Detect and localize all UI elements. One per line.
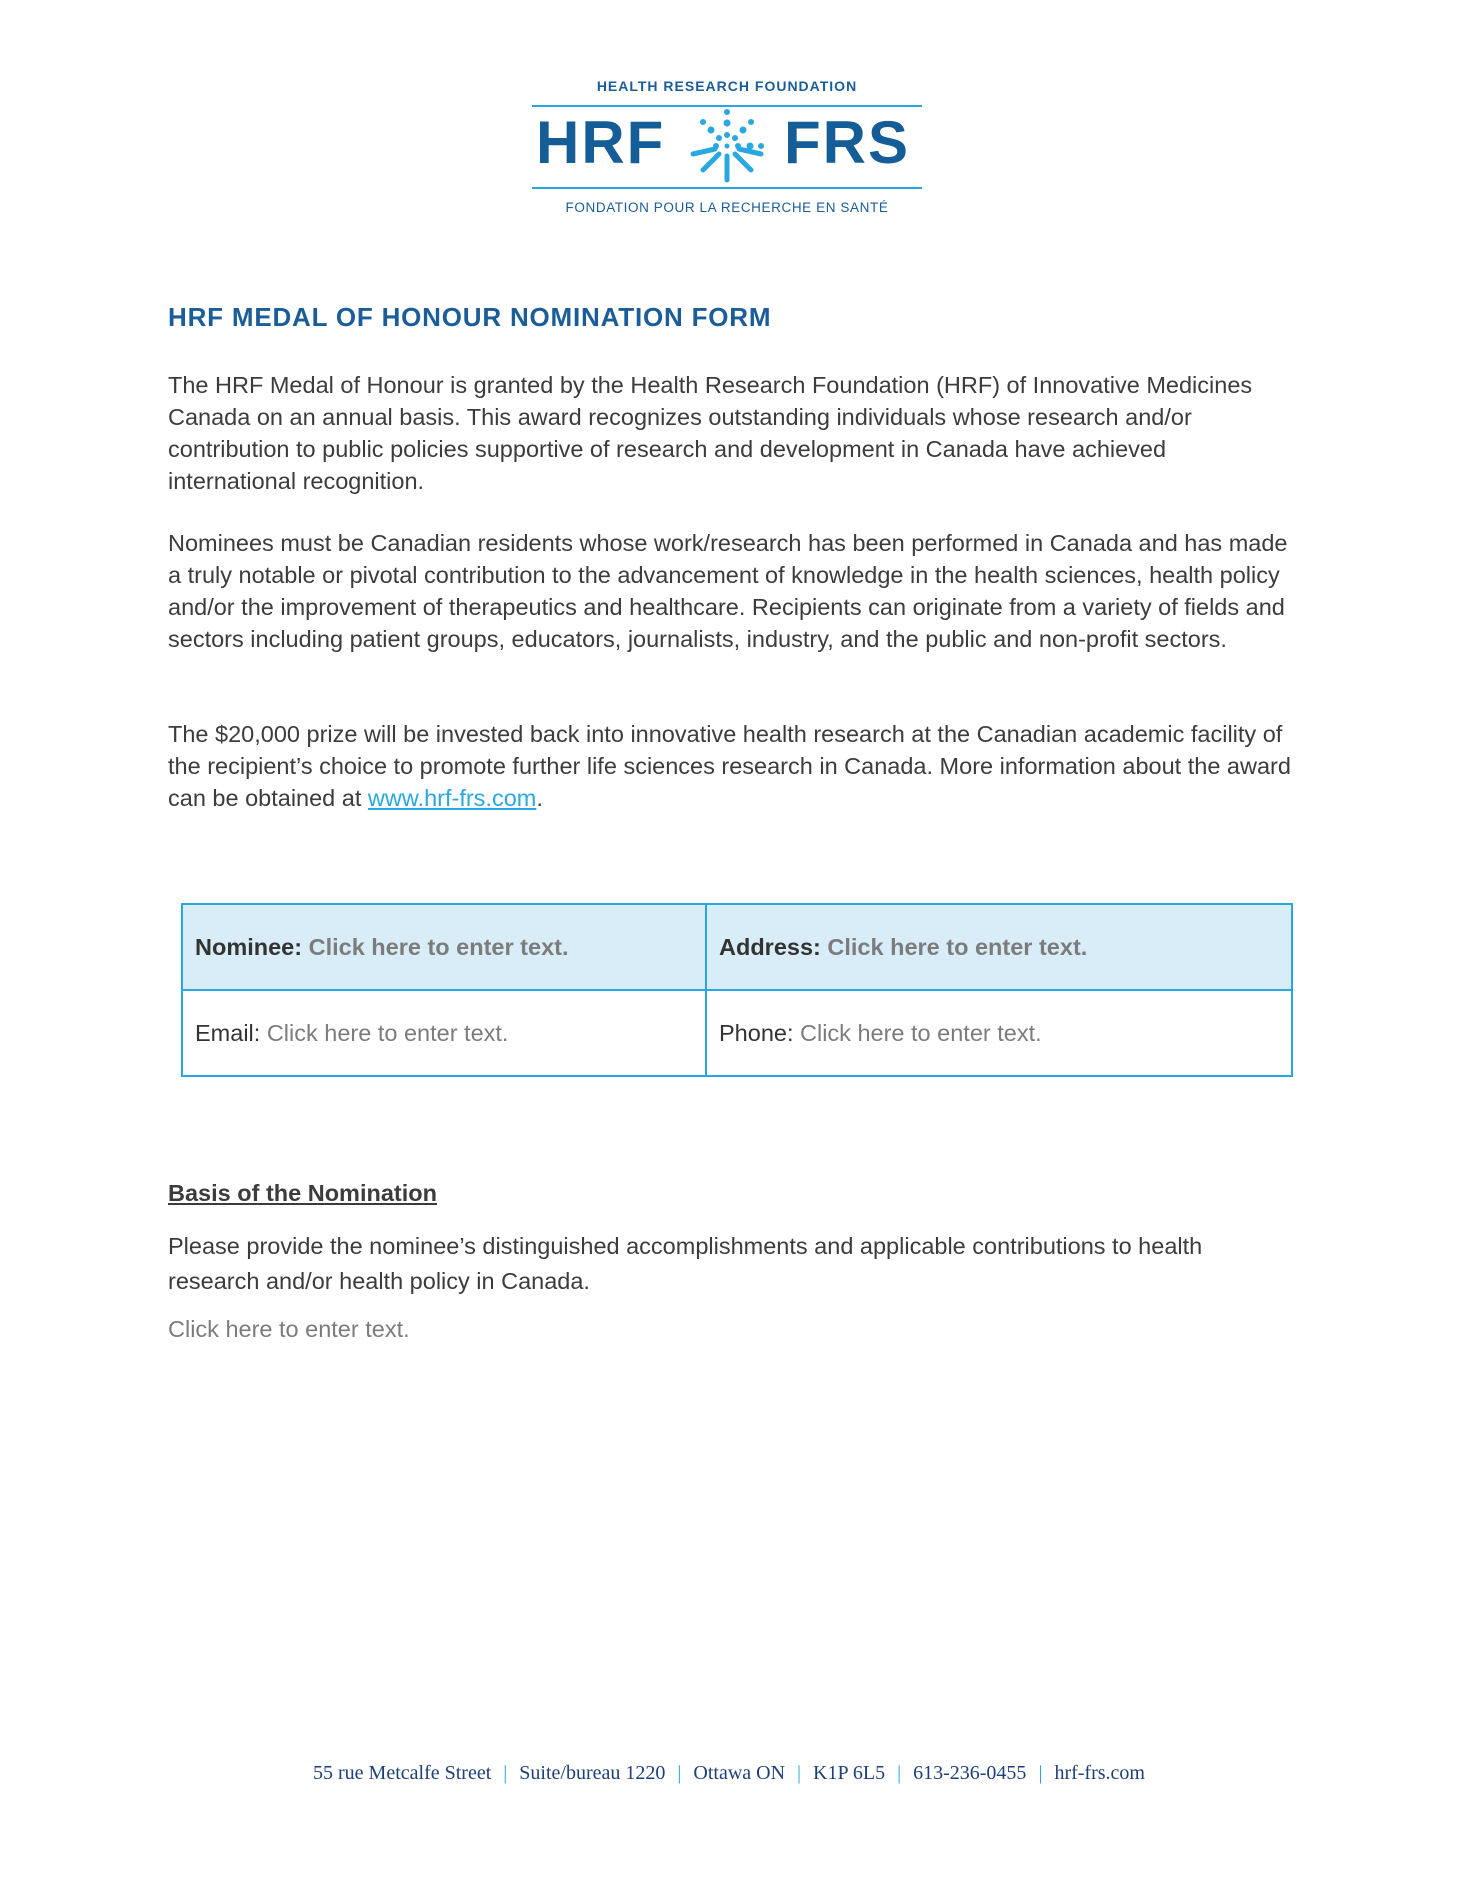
footer-suite: Suite/bureau 1220	[519, 1762, 666, 1784]
basis-description: Please provide the nominee’s distinguished accomplishments and applicable contributions to health research and/or health policy in Canada.	[168, 1233, 1203, 1294]
starburst-icon	[687, 106, 767, 186]
page-title: HRF MEDAL OF HONOUR NOMINATION FORM	[168, 302, 772, 332]
table-row	[182, 904, 1292, 990]
footer-separator: |	[503, 1762, 508, 1784]
logo-frs-mark: FRS	[784, 109, 910, 176]
footer-separator: |	[677, 1762, 682, 1784]
eligibility-paragraph: Nominees must be Canadian residents whose work/research has been performed in Canada and has made a truly notable or pivotal contribution to the advancement of knowledge in the health sciences, health policy and/or the improvement of therapeutics and healthcare. Recipients can originate from a variety of fields and sectors including patient groups, educators, journalists, industry, and the public and non-profit sectors.	[168, 530, 1288, 652]
footer-separator: |	[897, 1762, 902, 1784]
phone-field[interactable]: Click here to enter text.	[800, 1019, 1042, 1046]
logo-hrf-mark: HRF	[536, 109, 666, 176]
address-field[interactable]: Click here to enter text.	[827, 933, 1088, 960]
basis-text-field[interactable]: Click here to enter text.	[168, 1316, 410, 1342]
footer-separator: |	[1038, 1762, 1043, 1784]
prize-text-end: .	[536, 785, 543, 811]
email-label: Email:	[195, 1019, 261, 1046]
address-cell	[706, 904, 1292, 990]
prize-paragraph	[168, 718, 1298, 814]
nominee-field[interactable]: Click here to enter text.	[308, 933, 569, 960]
prize-text: The $20,000 prize will be invested back into innovative health research at the Canadian academic facility of the recipient’s choice to promote further life sciences research in Canada. More information about the award can be obtained at	[168, 721, 1291, 811]
footer-postal: K1P 6L5	[813, 1762, 886, 1784]
nominee-info-table	[181, 903, 1293, 1077]
footer-address	[0, 1762, 1458, 1785]
basis-heading: Basis of the Nomination	[168, 1180, 437, 1206]
logo-bottom-text: FONDATION POUR LA RECHERCHE EN SANTÉ	[565, 200, 889, 215]
logo-top-text: HEALTH RESEARCH FOUNDATION	[596, 78, 858, 94]
footer-city: Ottawa ON	[693, 1762, 786, 1784]
nominee-label: Nominee:	[195, 933, 303, 960]
footer-phone: 613-236-0455	[913, 1762, 1027, 1784]
address-label: Address:	[719, 933, 821, 960]
nominee-cell	[182, 904, 706, 990]
email-cell	[182, 990, 706, 1076]
footer-street: 55 rue Metcalfe Street	[313, 1762, 492, 1784]
website-link[interactable]: www.hrf-frs.com	[367, 785, 537, 811]
footer-separator: |	[797, 1762, 802, 1784]
email-field[interactable]: Click here to enter text.	[266, 1019, 509, 1046]
phone-label: Phone:	[719, 1019, 794, 1046]
logo-bottom-rule	[532, 187, 922, 189]
hrf-logo	[532, 78, 922, 220]
table-row	[182, 990, 1292, 1076]
intro-paragraph: The HRF Medal of Honour is granted by the Health Research Foundation (HRF) of Innovative Medicines Canada on an annual basis. This award recognizes outstanding individuals whose research and/or contribution to public policies supportive of research and development in Canada have achieved international recognition.	[168, 372, 1253, 494]
phone-cell	[706, 990, 1292, 1076]
footer-website: hrf-frs.com	[1054, 1762, 1145, 1784]
